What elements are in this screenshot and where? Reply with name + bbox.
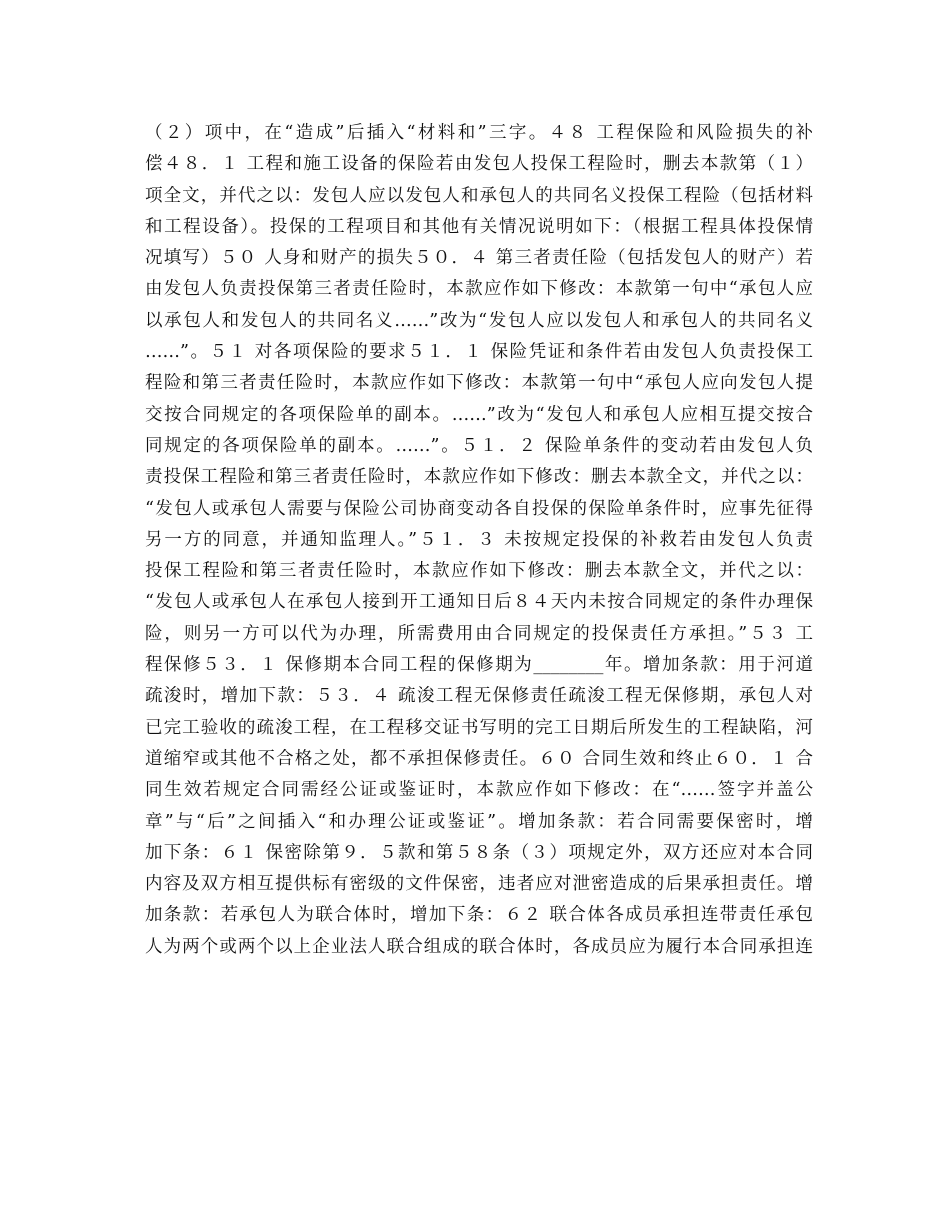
text-line: 人为两个或两个以上企业法人联合组成的联合体时，各成员应为履行本合同承担连 <box>145 936 813 957</box>
text-line: 加条款：若承包人为联合体时，增加下条：６２ 联合体各成员承担连带责任承包 <box>145 905 813 926</box>
body-text <box>145 118 813 963</box>
text-line: 加下条：６１ 保密除第９．５款和第５８条（３）项规定外，双方还应对本合同 <box>145 842 813 863</box>
text-line: ……”。５１ 对各项保险的要求５１．１ 保险凭证和条件若由发包人负责投保工 <box>145 342 813 363</box>
text-line: （２）项中，在“造成”后插入“材料和”三字。４８ 工程保险和风险损失的补 <box>145 123 813 143</box>
text-line: 同生效若规定合同需经公证或鉴证时，本款应作如下修改：在“……签字并盖公 <box>145 780 813 801</box>
text-line: 程保修５３．１ 保修期本合同工程的保修期为________年。增加条款：用于河道 <box>145 655 813 676</box>
text-line: 章”与“后”之间插入“和办理公证或鉴证”。增加条款：若合同需要保密时，增 <box>145 811 813 832</box>
text-line: 偿４８．１ 工程和施工设备的保险若由发包人投保工程险时，删去本款第（１） <box>145 154 813 175</box>
text-line: 疏浚时，增加下款：５３．４ 疏浚工程无保修责任疏浚工程无保修期，承包人对 <box>145 686 813 707</box>
text-line: 和工程设备）。投保的工程项目和其他有关情况说明如下：（根据工程具体投保情 <box>145 216 813 237</box>
text-line: 交按合同规定的各项保险单的副本。……”改为“发包人和承包人应相互提交按合 <box>145 404 813 425</box>
text-line: 况填写）５０ 人身和财产的损失５０．４ 第三者责任险（包括发包人的财产）若 <box>145 248 813 269</box>
text-line: “发包人或承包人需要与保险公司协商变动各自投保的保险单条件时，应事先征得 <box>145 498 813 519</box>
text-line: 险，则另一方可以代为办理，所需费用由合同规定的投保责任方承担。”５３ 工 <box>145 623 813 644</box>
text-line: 责投保工程险和第三者责任险时，本款应作如下修改：删去本款全文，并代之以： <box>145 467 813 488</box>
text-line: 同规定的各项保险单的副本。……”。５１．２ 保险单条件的变动若由发包人负 <box>145 435 813 456</box>
text-line: 程险和第三者责任险时，本款应作如下修改：本款第一句中“承包人应向发包人提 <box>145 373 813 394</box>
text-line: 已完工验收的疏浚工程，在工程移交证书写明的完工日期后所发生的工程缺陷，河 <box>145 717 813 738</box>
text-line: 项全文，并代之以：发包人应以发包人和承包人的共同名义投保工程险（包括材料 <box>145 185 813 206</box>
text-line: 投保工程险和第三者责任险时，本款应作如下修改：删去本款全文，并代之以： <box>145 561 813 582</box>
text-line: 由发包人负责投保第三者责任险时，本款应作如下修改：本款第一句中“承包人应 <box>145 279 813 300</box>
text-line: 另一方的同意，并通知监理人。”５１．３ 未按规定投保的补救若由发包人负责 <box>145 529 813 550</box>
text-line: 内容及双方相互提供标有密级的文件保密，违者应对泄密造成的后果承担责任。增 <box>145 874 813 895</box>
text-line: 道缩窄或其他不合格之处，都不承担保修责任。６０ 合同生效和终止６０．１ 合 <box>145 748 813 769</box>
text-line: 以承包人和发包人的共同名义……”改为“发包人应以发包人和承包人的共同名义 <box>145 310 813 331</box>
text-line: “发包人或承包人在承包人接到开工通知日后８４天内未按合同规定的条件办理保 <box>145 592 813 613</box>
